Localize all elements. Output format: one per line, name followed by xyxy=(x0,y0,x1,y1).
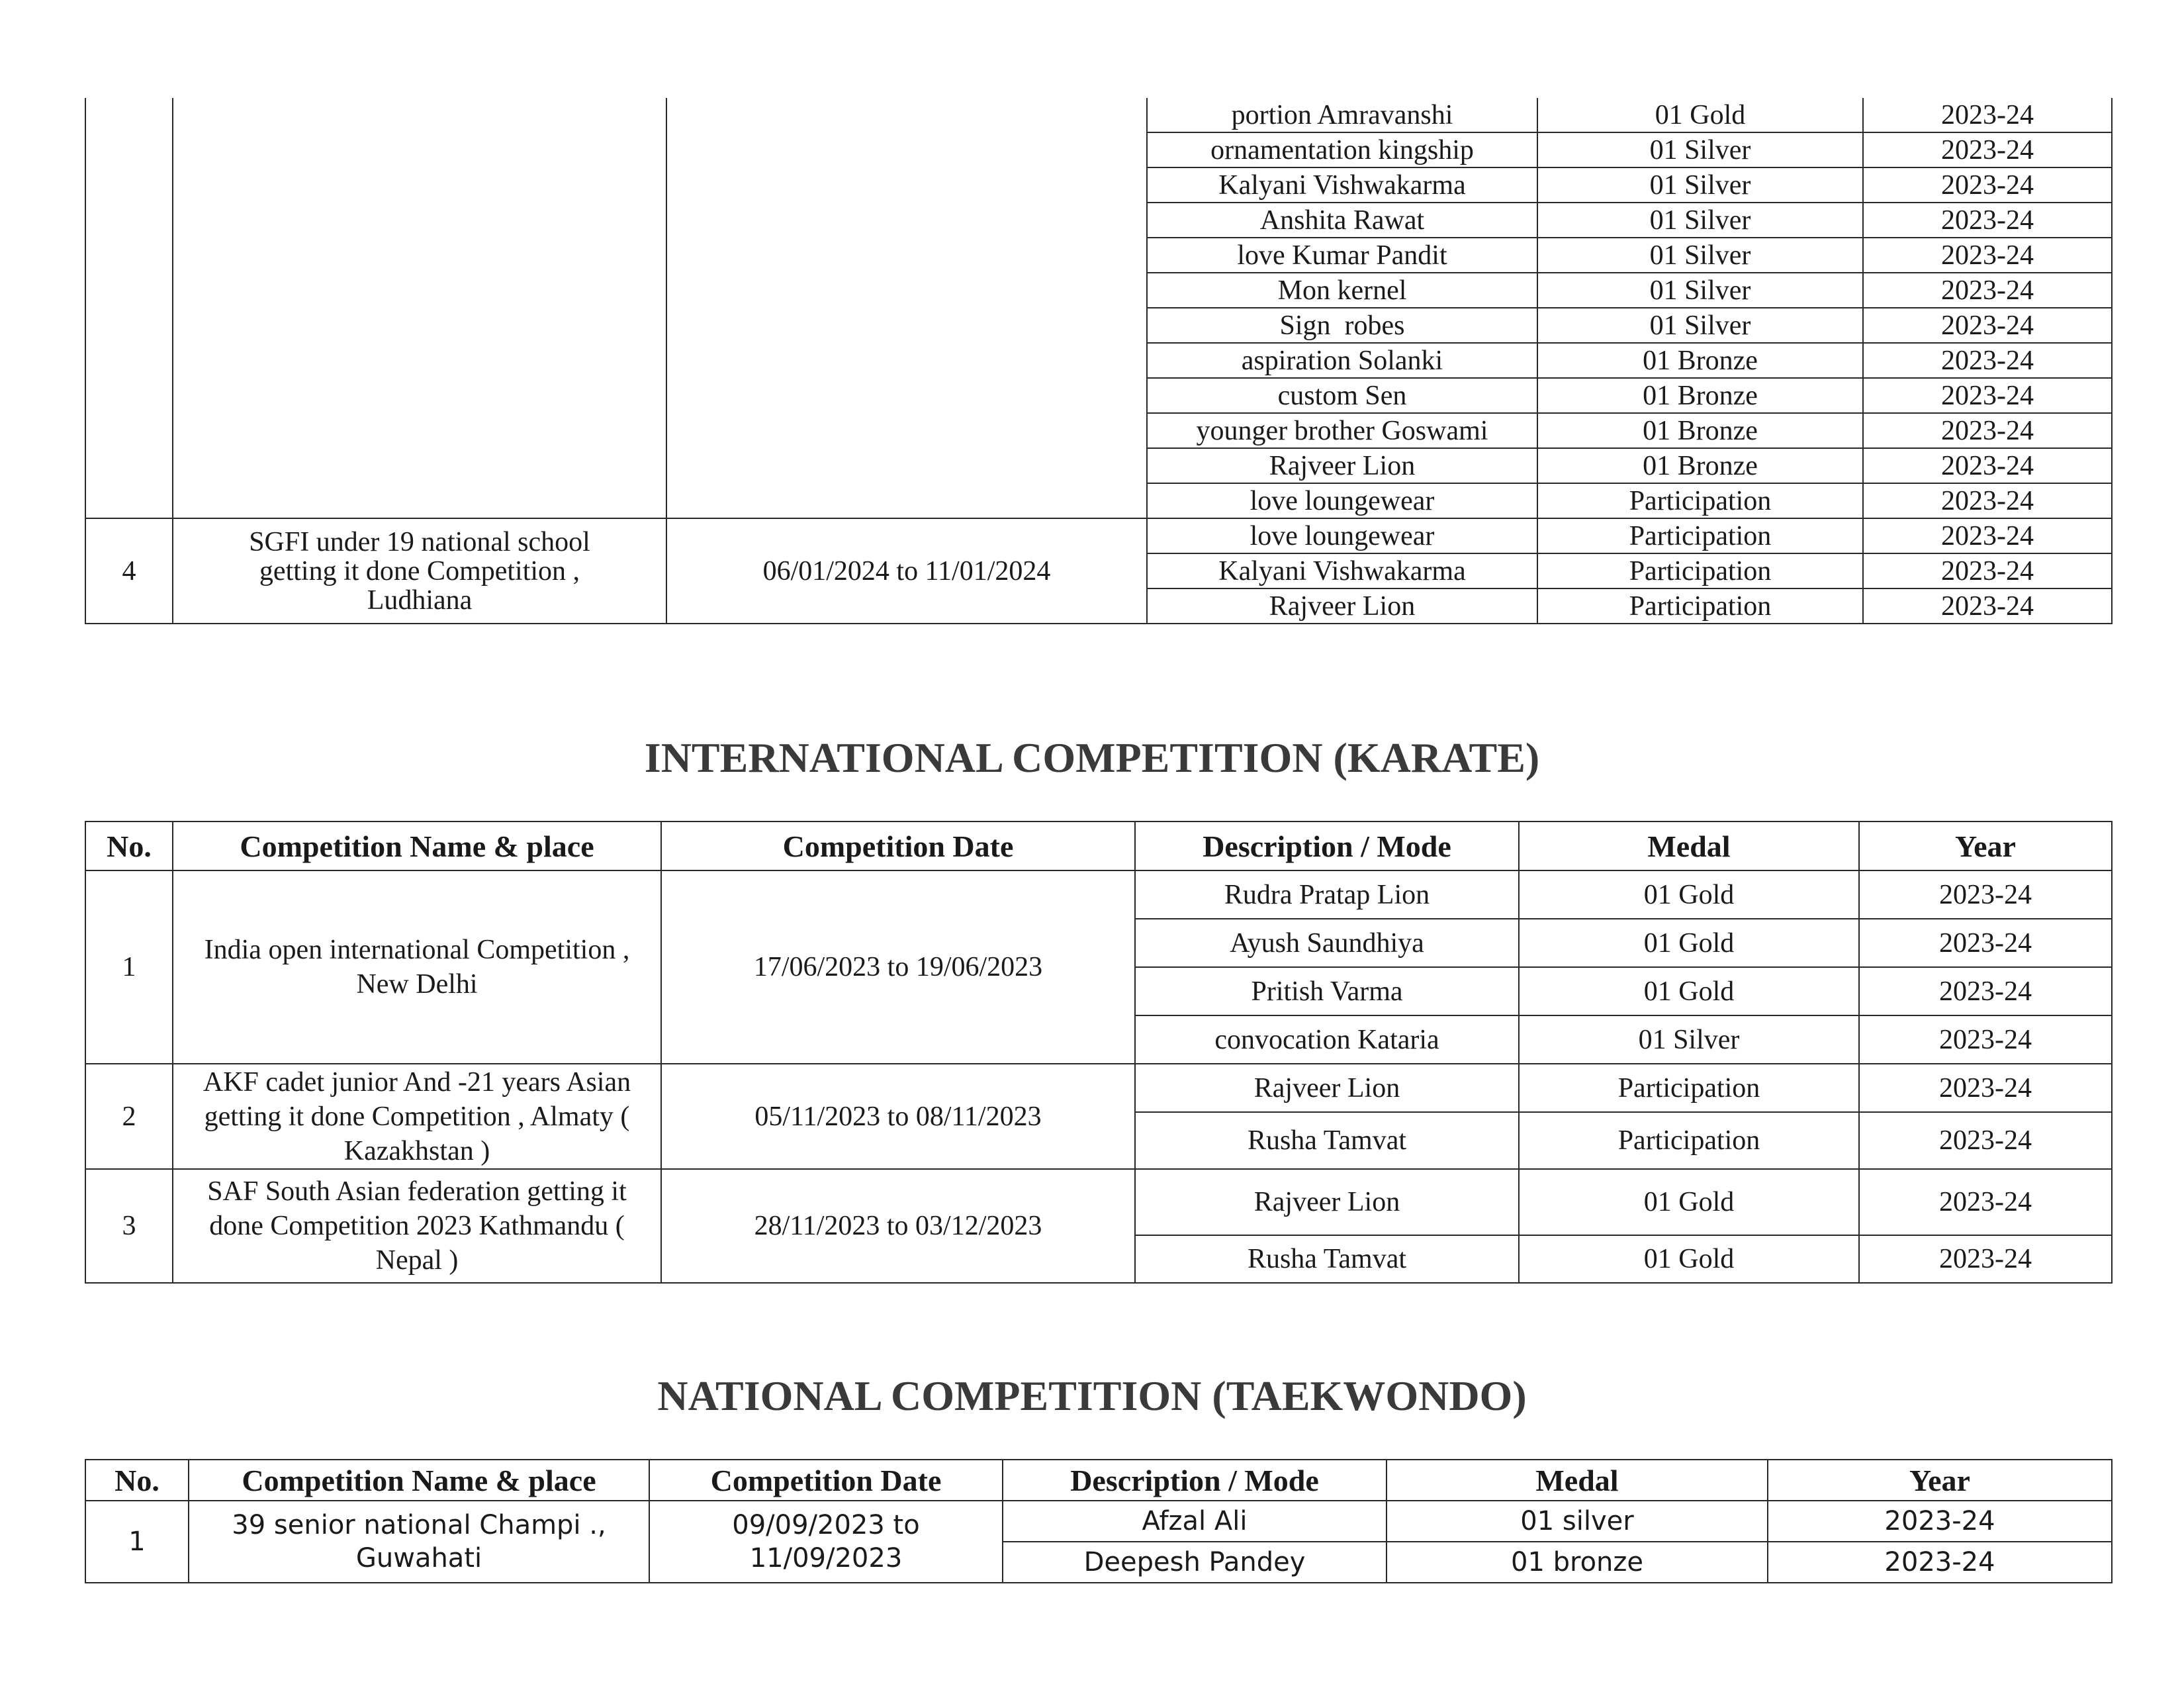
name-cell: Kalyani Vishwakarma xyxy=(1147,167,1537,203)
name-cell: Rudra Pratap Lion xyxy=(1135,870,1519,919)
medal-cell: 01 bronze xyxy=(1387,1542,1768,1583)
header-competition: Competition Name & place xyxy=(189,1460,649,1501)
medal-cell: 01 Silver xyxy=(1537,132,1863,167)
competition-date: 28/11/2023 to 03/12/2023 xyxy=(661,1169,1135,1283)
competition-date: 09/09/2023 to 11/09/2023 xyxy=(649,1501,1003,1583)
name-cell: Rajveer Lion xyxy=(1147,448,1537,483)
name-cell: love loungewear xyxy=(1147,518,1537,553)
year-cell: 2023-24 xyxy=(1863,378,2112,413)
medal-cell: 01 Bronze xyxy=(1537,378,1863,413)
medal-cell: 01 Bronze xyxy=(1537,413,1863,448)
name-cell: Rajveer Lion xyxy=(1147,588,1537,624)
entry-number: 2 xyxy=(85,1064,173,1169)
year-cell: 2023-24 xyxy=(1863,167,2112,203)
medal-cell: 01 Gold xyxy=(1519,967,1859,1015)
table-row xyxy=(85,518,2112,553)
year-cell: 2023-24 xyxy=(1863,238,2112,273)
header-description: Description / Mode xyxy=(1135,821,1519,870)
section-heading-taekwondo: NATIONAL COMPETITION (TAEKWONDO) xyxy=(657,1372,1527,1419)
entry-number: 3 xyxy=(85,1169,173,1283)
name-cell: Kalyani Vishwakarma xyxy=(1147,553,1537,588)
name-cell: Ayush Saundhiya xyxy=(1135,919,1519,967)
header-medal: Medal xyxy=(1387,1460,1768,1501)
medal-cell: Participation xyxy=(1537,553,1863,588)
medal-cell: Participation xyxy=(1519,1064,1859,1112)
name-cell: Rusha Tamvat xyxy=(1135,1235,1519,1283)
year-cell: 2023-24 xyxy=(1859,1169,2112,1235)
competition-name: India open international Competition , New Delhi xyxy=(173,870,661,1064)
table-row xyxy=(85,1501,2112,1542)
header-no: No. xyxy=(85,1460,189,1501)
competition-name: SGFI under 19 national school getting it done Competition , Ludhiana xyxy=(173,518,666,624)
year-cell: 2023-24 xyxy=(1859,1015,2112,1064)
year-cell: 2023-24 xyxy=(1863,518,2112,553)
name-cell: Sign robes xyxy=(1147,308,1537,343)
entry-number: 4 xyxy=(85,518,173,624)
table-row xyxy=(85,1169,2112,1235)
medal-cell: Participation xyxy=(1537,518,1863,553)
medal-cell: 01 Silver xyxy=(1537,308,1863,343)
competition-name: AKF cadet junior And -21 years Asian getting it done Competition , Almaty ( Kazakhstan ) xyxy=(173,1064,661,1169)
year-cell: 2023-24 xyxy=(1863,483,2112,518)
header-competition: Competition Name & place xyxy=(173,821,661,870)
name-cell: younger brother Goswami xyxy=(1147,413,1537,448)
year-cell: 2023-24 xyxy=(1863,553,2112,588)
table-header-row xyxy=(85,821,2112,870)
continuation-table xyxy=(85,98,2113,624)
competition-cell-continued xyxy=(173,98,666,518)
name-cell: Pritish Varma xyxy=(1135,967,1519,1015)
year-cell: 2023-24 xyxy=(1863,448,2112,483)
name-cell: aspiration Solanki xyxy=(1147,343,1537,378)
medal-cell: 01 Bronze xyxy=(1537,343,1863,378)
medal-cell: 01 Silver xyxy=(1537,238,1863,273)
year-cell: 2023-24 xyxy=(1859,919,2112,967)
taekwondo-table xyxy=(85,1459,2113,1583)
year-cell: 2023-24 xyxy=(1859,870,2112,919)
name-cell: Anshita Rawat xyxy=(1147,203,1537,238)
medal-cell: 01 Bronze xyxy=(1537,448,1863,483)
table-row xyxy=(85,1064,2112,1112)
no-cell-continued xyxy=(85,98,173,518)
header-year: Year xyxy=(1768,1460,2112,1501)
medal-cell: 01 Gold xyxy=(1537,98,1863,132)
name-cell: portion Amravanshi xyxy=(1147,98,1537,132)
medal-cell: 01 Silver xyxy=(1519,1015,1859,1064)
medal-cell: 01 Silver xyxy=(1537,273,1863,308)
medal-cell: 01 Gold xyxy=(1519,919,1859,967)
medal-cell: Participation xyxy=(1537,588,1863,624)
table-header-row xyxy=(85,1460,2112,1501)
name-cell: love Kumar Pandit xyxy=(1147,238,1537,273)
karate-table xyxy=(85,821,2113,1284)
competition-name: 39 senior national Champi ., Guwahati xyxy=(189,1501,649,1583)
year-cell: 2023-24 xyxy=(1863,343,2112,378)
table-row xyxy=(85,870,2112,919)
year-cell: 2023-24 xyxy=(1863,273,2112,308)
name-cell: Deepesh Pandey xyxy=(1003,1542,1387,1583)
name-cell: Mon kernel xyxy=(1147,273,1537,308)
year-cell: 2023-24 xyxy=(1863,588,2112,624)
medal-cell: 01 Gold xyxy=(1519,1169,1859,1235)
competition-date: 06/01/2024 to 11/01/2024 xyxy=(666,518,1147,624)
header-date: Competition Date xyxy=(661,821,1135,870)
name-cell: ornamentation kingship xyxy=(1147,132,1537,167)
name-cell: Rusha Tamvat xyxy=(1135,1112,1519,1169)
name-cell: custom Sen xyxy=(1147,378,1537,413)
year-cell: 2023-24 xyxy=(1863,308,2112,343)
name-cell: love loungewear xyxy=(1147,483,1537,518)
header-description: Description / Mode xyxy=(1003,1460,1387,1501)
year-cell: 2023-24 xyxy=(1859,1235,2112,1283)
year-cell: 2023-24 xyxy=(1768,1542,2112,1583)
header-no: No. xyxy=(85,821,173,870)
year-cell: 2023-24 xyxy=(1768,1501,2112,1542)
competition-date: 17/06/2023 to 19/06/2023 xyxy=(661,870,1135,1064)
table-row xyxy=(85,98,2112,132)
medal-cell: 01 Gold xyxy=(1519,870,1859,919)
year-cell: 2023-24 xyxy=(1859,1112,2112,1169)
name-cell: Afzal Ali xyxy=(1003,1501,1387,1542)
medal-cell: 01 Gold xyxy=(1519,1235,1859,1283)
medal-cell: 01 Silver xyxy=(1537,167,1863,203)
entry-number: 1 xyxy=(85,1501,189,1583)
year-cell: 2023-24 xyxy=(1863,98,2112,132)
medal-cell: 01 silver xyxy=(1387,1501,1768,1542)
date-cell-continued xyxy=(666,98,1147,518)
medal-cell: 01 Silver xyxy=(1537,203,1863,238)
year-cell: 2023-24 xyxy=(1859,1064,2112,1112)
year-cell: 2023-24 xyxy=(1863,203,2112,238)
section-heading-karate: INTERNATIONAL COMPETITION (KARATE) xyxy=(644,734,1540,781)
header-year: Year xyxy=(1859,821,2112,870)
competition-name: SAF South Asian federation getting it done Competition 2023 Kathmandu ( Nepal ) xyxy=(173,1169,661,1283)
header-medal: Medal xyxy=(1519,821,1859,870)
medal-cell: Participation xyxy=(1537,483,1863,518)
name-cell: Rajveer Lion xyxy=(1135,1169,1519,1235)
entry-number: 1 xyxy=(85,870,173,1064)
year-cell: 2023-24 xyxy=(1859,967,2112,1015)
name-cell: convocation Kataria xyxy=(1135,1015,1519,1064)
year-cell: 2023-24 xyxy=(1863,132,2112,167)
name-cell: Rajveer Lion xyxy=(1135,1064,1519,1112)
medal-cell: Participation xyxy=(1519,1112,1859,1169)
competition-date: 05/11/2023 to 08/11/2023 xyxy=(661,1064,1135,1169)
year-cell: 2023-24 xyxy=(1863,413,2112,448)
header-date: Competition Date xyxy=(649,1460,1003,1501)
